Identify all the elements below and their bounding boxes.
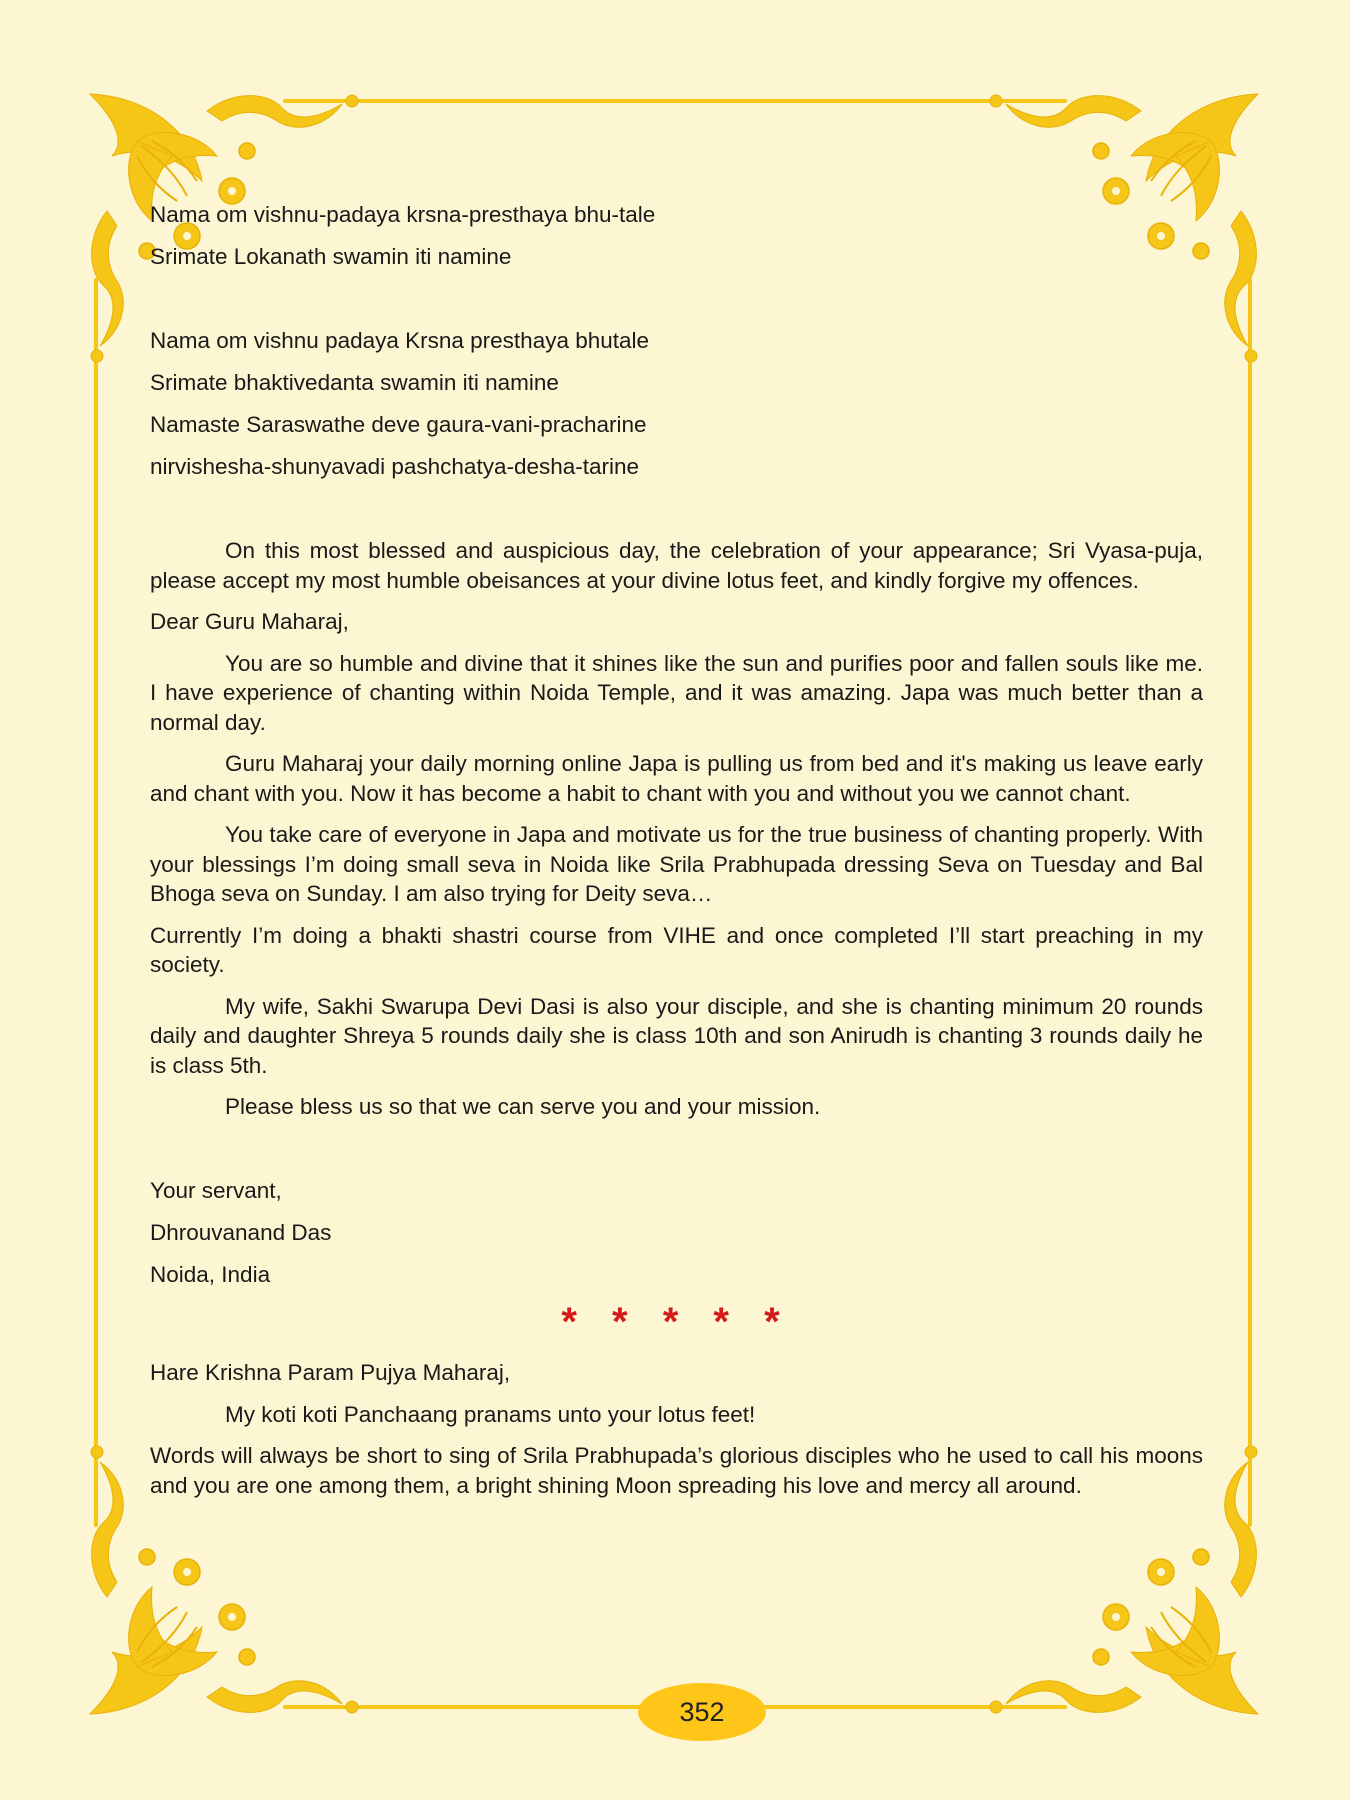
page-number-badge: 352 <box>638 1683 766 1741</box>
letter-salutation: Dear Guru Maharaj, <box>150 609 349 634</box>
letter-opening: On this most blessed and auspicious day, the celebration of your appearance; Sri Vyasa-puja, please accept my most humble obeisances at your divine lotus feet, and kindly forgive my offences. <box>150 538 1203 593</box>
verse-line: Srimate Lokanath swamin iti namine <box>150 244 512 269</box>
verse-line: Nama om vishnu-padaya krsna-presthaya bhu-tale <box>150 202 656 227</box>
letter-paragraph: You are so humble and divine that it shines like the sun and purifies poor and fallen souls like me. I have experience of chanting within Noida Temple, and it was amazing. Japa was much better than a normal day. <box>150 650 1203 735</box>
letter-paragraph: Currently I’m doing a bhakti shastri course from VIHE and once completed I’ll start preaching in my society. <box>150 922 1203 977</box>
section-separator: * * * * * <box>561 1299 792 1344</box>
verse-line: Nama om vishnu padaya Krsna presthaya bhutale <box>150 328 650 353</box>
verse-line: nirvishesha-shunyavadi pashchatya-desha-tarine <box>150 454 640 479</box>
verse-line: Namaste Saraswathe deve gaura-vani-pracharine <box>150 412 647 437</box>
letter-paragraph: My wife, Sakhi Swarupa Devi Dasi is also your disciple, and she is chanting minimum 20 rounds daily and daughter Shreya 5 rounds daily she is class 10th and son Anirudh is chanting 3 rounds daily he is class 5th. <box>150 993 1203 1078</box>
letter-paragraph: Please bless us so that we can serve you and your mission. <box>225 1094 821 1119</box>
signature-name: Dhrouvanand Das <box>150 1219 332 1245</box>
verse-line: Srimate bhaktivedanta swamin iti namine <box>150 370 559 395</box>
letter-paragraph: My koti koti Panchaang pranams unto your lotus feet! <box>225 1401 756 1427</box>
spacer <box>150 494 1203 536</box>
letter-salutation: Hare Krishna Param Pujya Maharaj, <box>150 1359 511 1385</box>
spacer <box>150 284 1203 326</box>
spacer <box>150 1134 1203 1176</box>
signature-location: Noida, India <box>150 1261 271 1287</box>
letter-paragraph: Guru Maharaj your daily morning online Japa is pulling us from bed and it's making us leave early and chant with you. Now it has become a habit to chant with you and without you we cannot chant. <box>150 751 1203 806</box>
letter-paragraph: You take care of everyone in Japa and motivate us for the true business of chanting properly. With your blessings I’m doing small seva in Noida like Srila Prabhupada dressing Seva on Tuesday and Bal Bhoga seva on Sunday. I am also trying for Deity seva… <box>150 822 1203 906</box>
page-content <box>150 200 1203 1512</box>
letter-closing: Your servant, <box>150 1177 282 1203</box>
letter-paragraph: Words will always be short to sing of Srila Prabhupada’s glorious disciples who he used to call his moons and you are one among them, a bright shining Moon spreading his love and mercy all around. <box>150 1443 1203 1498</box>
